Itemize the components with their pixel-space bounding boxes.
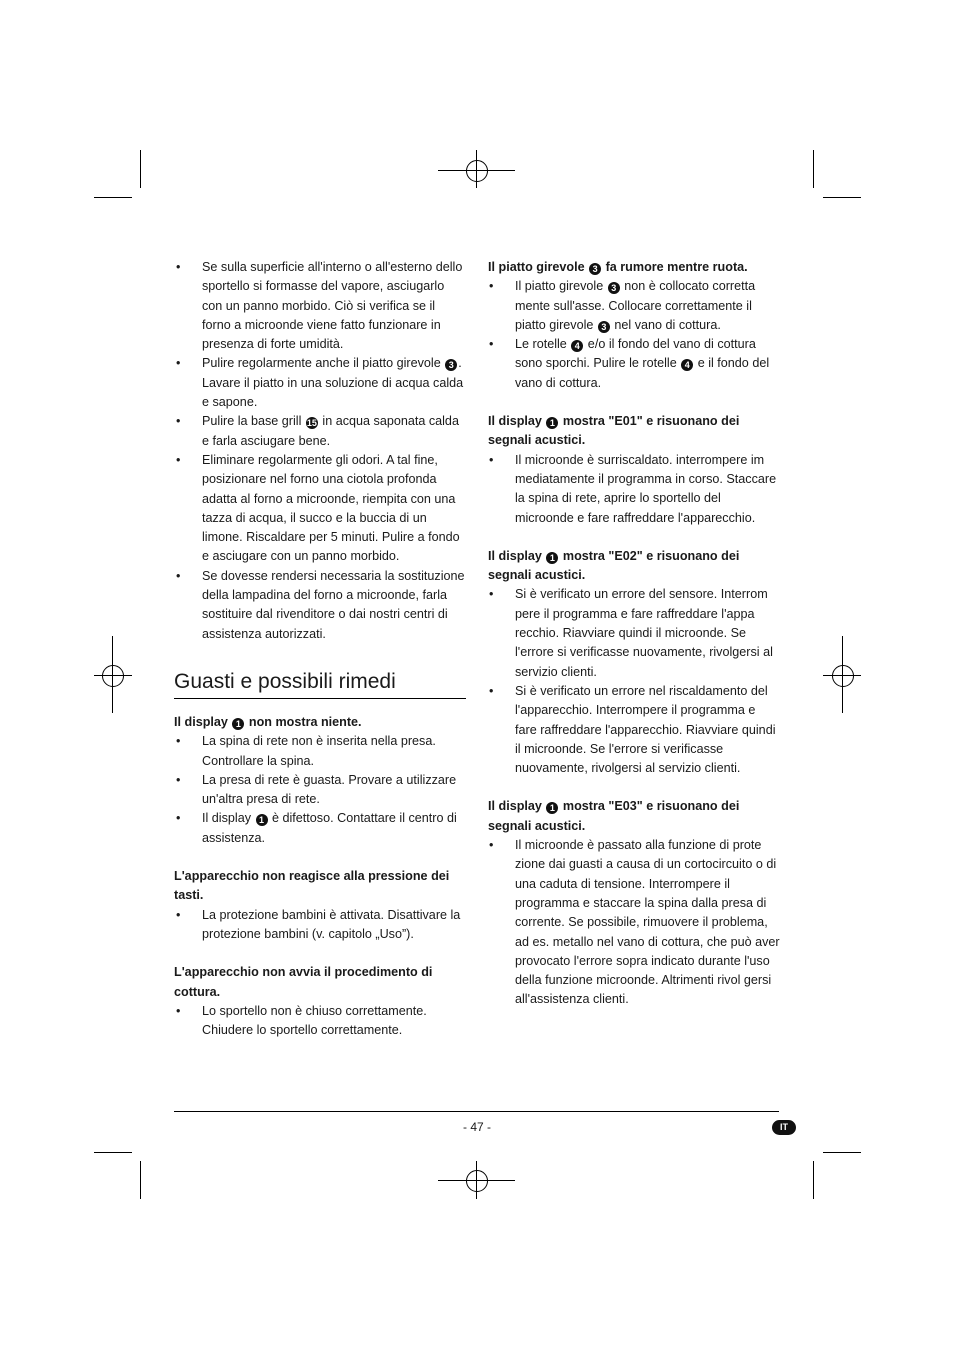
text-segment: Il display xyxy=(202,811,255,826)
list-item xyxy=(488,682,780,778)
list-item xyxy=(174,412,466,451)
problem-heading xyxy=(488,797,780,836)
text-segment: non è collocato corretta mente sull'asse. Collocare correttamente il piatto girevole xyxy=(515,279,756,332)
list-item xyxy=(174,567,466,644)
list-item xyxy=(488,277,780,335)
reference-number-icon: 1 xyxy=(546,417,558,429)
reference-number-icon: 3 xyxy=(608,282,620,294)
text-segment: Pulire regolarmente anche il piatto girevole xyxy=(202,356,445,371)
problem-heading xyxy=(174,963,466,1002)
text-segment: L'apparecchio non avvia il procedimento di cottura. xyxy=(174,965,433,999)
remedy-list xyxy=(488,836,780,1010)
reference-number-icon: 1 xyxy=(546,552,558,564)
list-item xyxy=(174,771,466,810)
text-segment: Si è verificato un errore nel riscaldamento del l'apparecchio. Interrompere il programma e fare raffreddare l'apparecchio. Riavviare quindi il microonde. Se l'errore si verificasse nuovamente, rivolgersi al servizio clienti. xyxy=(515,683,776,776)
right-column xyxy=(488,258,780,1010)
list-item xyxy=(488,451,780,528)
text-segment: . Lavare il piatto in una soluzione di acqua calda e sapone. xyxy=(202,356,464,410)
remedy-list xyxy=(488,451,780,528)
text-segment: fa rumore mentre ruota. xyxy=(602,260,748,274)
text-segment: Il display xyxy=(488,548,546,563)
list-item xyxy=(174,809,466,848)
reference-number-icon: 1 xyxy=(256,814,268,826)
footer-rule xyxy=(174,1111,779,1112)
remedy-list xyxy=(174,732,466,848)
text-segment: Le rotelle xyxy=(515,337,571,352)
problem-heading xyxy=(174,867,466,906)
reference-number-icon: 3 xyxy=(445,359,457,371)
text-segment: non mostra niente. xyxy=(245,714,362,729)
remedy-list xyxy=(488,585,780,778)
text-segment: nel vano di cottura. xyxy=(610,317,721,332)
list-item xyxy=(174,451,466,567)
list-item xyxy=(488,836,780,1010)
problem-heading xyxy=(488,412,780,451)
text-segment: Il display xyxy=(174,714,232,729)
reference-number-icon: 4 xyxy=(571,340,583,352)
list-item xyxy=(174,1002,466,1041)
text-segment: La presa di rete è guasta. Provare a utilizzare un'altra presa di rete. xyxy=(202,772,457,807)
list-item xyxy=(488,335,780,393)
remedy-list xyxy=(174,906,466,945)
problem-heading xyxy=(488,258,780,277)
text-segment: e/o il fondo del vano di cottura sono sporchi. Pulire le rotelle xyxy=(515,337,756,371)
reference-number-icon: 3 xyxy=(598,321,610,333)
text-segment: e il fondo del vano di cottura. xyxy=(515,356,770,390)
text-segment: Il piatto girevole xyxy=(488,260,589,274)
text-segment: Il display xyxy=(488,414,546,429)
list-item xyxy=(174,732,466,771)
remedy-list xyxy=(174,1002,466,1041)
left-column xyxy=(174,258,466,1040)
text-segment: Il microonde è passato alla funzione di prote zione dai guasti a causa di un cortocircuito o di una caduta di tensione. Interrompere il programma e staccare la spina dalla presa di corrente. Se possibile, rimuovere il problema, ad es. metallo nel vano di cottura, che può aver provocato l'errore sopra indicato durante l'uso della funzione microonde. Altrimenti rivol gersi all'assistenza clienti. xyxy=(515,838,780,1007)
text-segment: Se sulla superficie all'interno o all'esterno dello sportello si formasse del vapore, asciugarlo con un panno morbido. Ciò si verifica se il forno a microonde viene fatto funzionare in presenza di forte umidità. xyxy=(202,260,463,352)
reference-number-icon: 1 xyxy=(232,718,244,730)
remedy-list xyxy=(488,277,780,393)
text-segment: Il microonde è surriscaldato. interrompere im mediatamente il programma in corso. Staccare la spina di rete, aprire lo sportello del microonde e fare raffreddare l'apparecchio. xyxy=(515,452,777,525)
reference-number-icon: 15 xyxy=(306,418,317,429)
text-segment: è difettoso. Contattare il centro di assistenza. xyxy=(202,811,457,845)
maintenance-list xyxy=(174,258,466,644)
language-badge: IT xyxy=(772,1120,796,1135)
text-segment: mostra "E01" e risuonano dei segnali acustici. xyxy=(488,414,740,448)
section-title: Guasti e possibili rimedi xyxy=(174,668,466,699)
text-segment: Se dovesse rendersi necessaria la sostituzione della lampadina del forno a microonde, farla sostituire dal rivenditore o dai nostri centri di assistenza autorizzati. xyxy=(202,568,465,641)
text-segment: L'apparecchio non reagisce alla pressione dei tasti. xyxy=(174,869,450,903)
list-item xyxy=(174,354,466,412)
text-segment: Lo sportello non è chiuso correttamente. Chiudere lo sportello correttamente. xyxy=(202,1003,427,1038)
text-segment: mostra "E02" e risuonano dei segnali acustici. xyxy=(488,548,740,583)
reference-number-icon: 4 xyxy=(681,359,693,371)
list-item xyxy=(174,258,466,354)
problem-heading xyxy=(174,713,466,732)
text-segment: Eliminare regolarmente gli odori. A tal fine, posizionare nel forno una ciotola profonda adatta al forno a microonde, riempita con una tazza di acqua, il succo e la buccia di un limone. Riscaldare per 5 minuti. Pulire a fondo e asciugare con un panno morbido. xyxy=(202,452,460,564)
text-segment: La protezione bambini è attivata. Disattivare la protezione bambini (v. capitolo „Uso”). xyxy=(202,907,461,941)
text-segment: Il piatto girevole xyxy=(515,279,607,294)
text-segment: Il display xyxy=(488,799,546,814)
text-segment: in acqua saponata calda e farla asciugare bene. xyxy=(202,414,459,448)
list-item xyxy=(488,585,780,681)
text-segment: mostra "E03" e risuonano dei segnali acustici. xyxy=(488,799,740,833)
list-item xyxy=(174,906,466,945)
problem-heading xyxy=(488,547,780,586)
text-segment: La spina di rete non è inserita nella presa. Controllare la spina. xyxy=(202,734,436,768)
text-segment: Si è verificato un errore del sensore. Interrom pere il programma e fare raffreddare l'appa recchio. Riavviare quindi il microonde. Se l'errore si verificasse nuovamente, rivolgersi al servizio clienti. xyxy=(515,587,773,679)
reference-number-icon: 3 xyxy=(589,263,601,275)
text-segment: Pulire la base grill xyxy=(202,414,305,429)
reference-number-icon: 1 xyxy=(546,802,558,814)
page-number: - 47 - xyxy=(462,1120,491,1134)
